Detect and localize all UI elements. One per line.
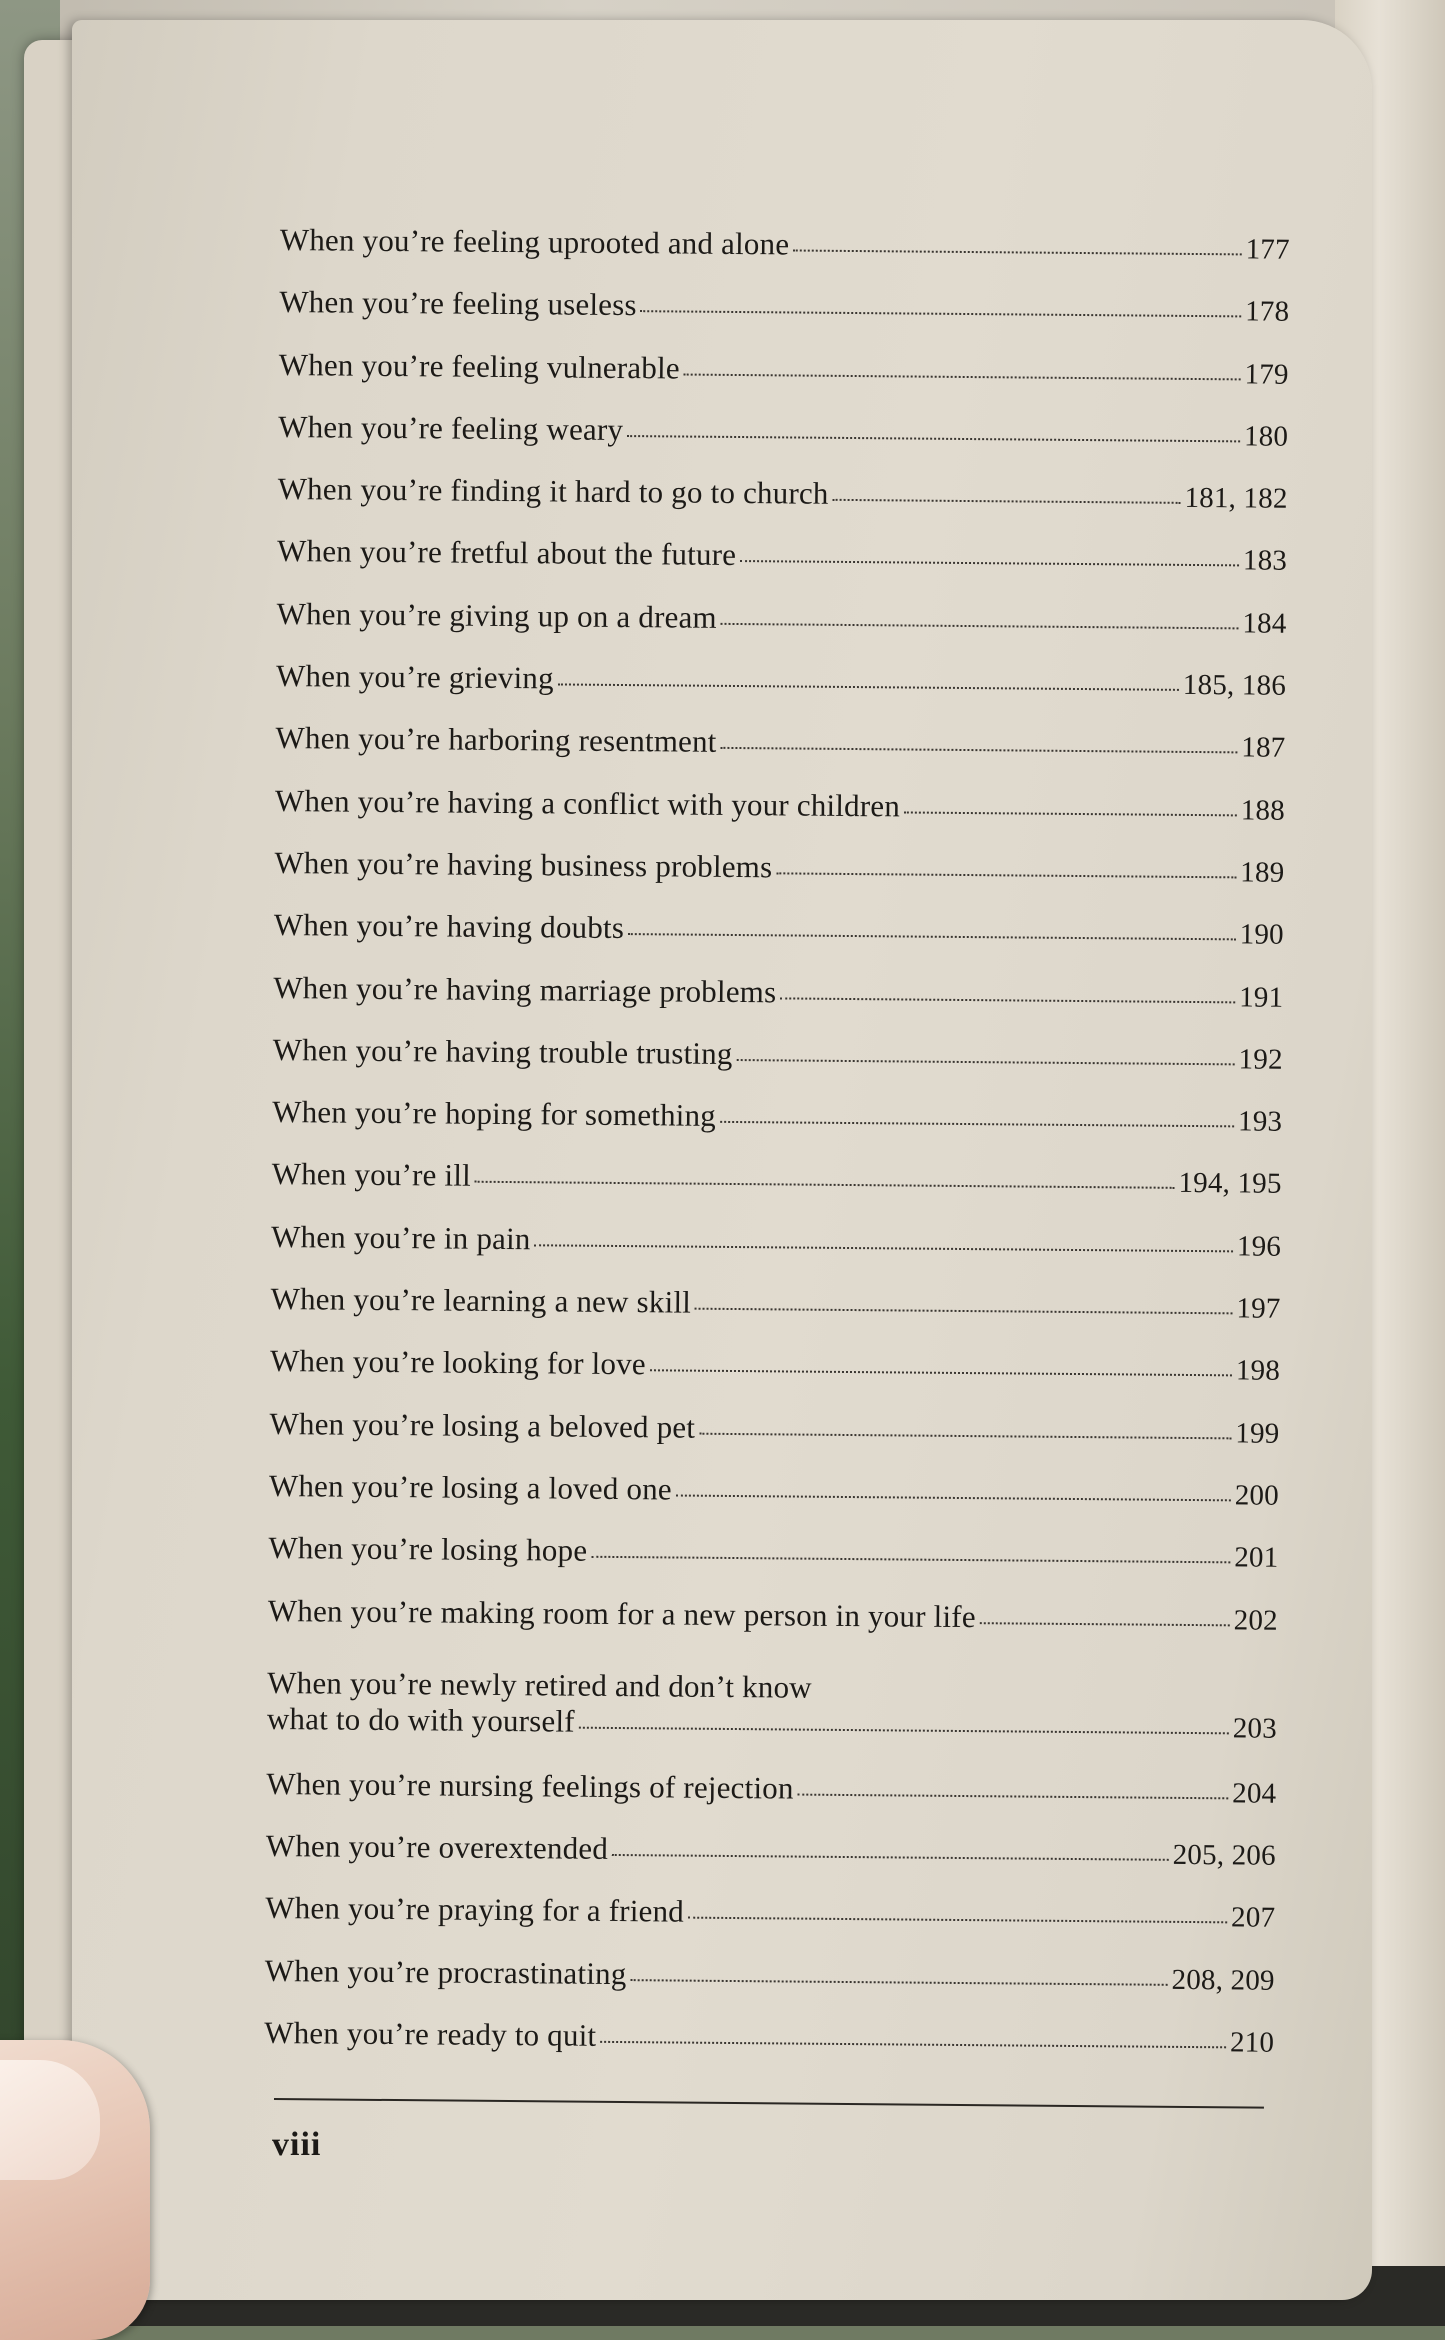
dot-leader bbox=[798, 1793, 1229, 1799]
toc-entry-page: 198 bbox=[1235, 1354, 1281, 1388]
toc-entry-page: 201 bbox=[1234, 1541, 1279, 1574]
table-of-contents bbox=[264, 222, 1290, 2086]
toc-entry-title: When you’re ready to quit bbox=[264, 2014, 597, 2053]
toc-entry bbox=[271, 1219, 1282, 1290]
dot-leader bbox=[721, 747, 1238, 754]
dot-leader bbox=[833, 499, 1181, 504]
toc-entry-page: 189 bbox=[1240, 856, 1285, 889]
toc-entry-page: 177 bbox=[1245, 233, 1290, 266]
toc-entry-page: 196 bbox=[1236, 1230, 1282, 1263]
toc-list bbox=[264, 222, 1290, 2086]
toc-entry bbox=[278, 347, 1289, 418]
toc-entry-title: When you’re newly retired and don’t know bbox=[267, 1664, 812, 1705]
dot-leader bbox=[684, 373, 1241, 380]
toc-entry-title: When you’re feeling useless bbox=[279, 284, 637, 323]
toc-entry-title: When you’re having marriage problems bbox=[273, 969, 777, 1009]
toc-entry bbox=[277, 471, 1288, 542]
toc-entry-page: 191 bbox=[1239, 980, 1284, 1014]
toc-entry bbox=[266, 1766, 1277, 1837]
toc-entry-page: 183 bbox=[1242, 544, 1288, 578]
toc-entry bbox=[272, 1032, 1283, 1103]
page-number: viii bbox=[272, 2126, 322, 2163]
toc-entry-title: When you’re grieving bbox=[275, 658, 554, 696]
toc-entry-title: When you’re looking for love bbox=[269, 1343, 646, 1382]
toc-entry-page: 192 bbox=[1238, 1043, 1283, 1076]
toc-entry bbox=[278, 409, 1289, 480]
toc-entry-page: 188 bbox=[1240, 794, 1286, 827]
dot-leader bbox=[627, 435, 1240, 442]
toc-entry-title: When you’re nursing feelings of rejection bbox=[266, 1765, 794, 1806]
toc-entry-page: 193 bbox=[1237, 1105, 1283, 1138]
toc-entry-title: When you’re feeling weary bbox=[278, 408, 624, 447]
toc-entry bbox=[276, 596, 1287, 667]
toc-entry-page: 194, 195 bbox=[1178, 1167, 1282, 1201]
toc-entry-page: 210 bbox=[1229, 2026, 1275, 2059]
toc-entry bbox=[275, 720, 1286, 791]
toc-entry bbox=[270, 1343, 1281, 1414]
toc-entry-title: When you’re giving up on a dream bbox=[276, 595, 717, 635]
toc-entry bbox=[279, 222, 1290, 293]
toc-entry-title: When you’re having a conflict with your children bbox=[274, 782, 901, 824]
dot-leader bbox=[720, 1121, 1234, 1127]
toc-entry-title: When you’re praying for a friend bbox=[265, 1890, 685, 1930]
toc-entry bbox=[267, 1655, 1278, 1775]
toc-entry-title: When you’re having trouble trusting bbox=[272, 1031, 733, 1071]
dot-leader bbox=[558, 684, 1179, 691]
toc-entry bbox=[268, 1530, 1279, 1601]
toc-entry-page: 200 bbox=[1234, 1479, 1280, 1512]
toc-entry bbox=[274, 845, 1285, 916]
toc-entry-title-continued: what to do with yourself bbox=[266, 1700, 575, 1739]
toc-entry-title: When you’re ill bbox=[271, 1156, 472, 1194]
dot-leader bbox=[793, 249, 1241, 255]
toc-entry-page: 187 bbox=[1241, 731, 1286, 765]
dot-leader bbox=[776, 872, 1236, 878]
toc-entry-title: When you’re harboring resentment bbox=[275, 720, 717, 760]
dot-leader bbox=[591, 1556, 1230, 1564]
toc-entry bbox=[269, 1468, 1280, 1539]
toc-entry-page: 180 bbox=[1243, 420, 1289, 453]
dot-leader bbox=[780, 997, 1235, 1003]
toc-entry-page: 197 bbox=[1236, 1292, 1281, 1325]
dot-leader bbox=[579, 1726, 1229, 1734]
dot-leader bbox=[688, 1917, 1227, 1924]
dot-leader bbox=[535, 1244, 1233, 1252]
toc-entry bbox=[265, 1828, 1276, 1899]
toc-entry bbox=[276, 658, 1287, 729]
toc-entry-page: 204 bbox=[1232, 1777, 1277, 1810]
toc-entry-title: When you’re feeling vulnerable bbox=[278, 346, 680, 386]
toc-entry bbox=[271, 1156, 1282, 1227]
toc-entry bbox=[275, 783, 1286, 854]
toc-entry bbox=[270, 1281, 1281, 1352]
dot-leader bbox=[740, 561, 1239, 567]
toc-entry-page: 208, 209 bbox=[1171, 1963, 1275, 1997]
dot-leader bbox=[695, 1308, 1232, 1315]
dot-leader bbox=[475, 1181, 1175, 1189]
thumbnail bbox=[0, 2060, 100, 2180]
dot-leader bbox=[600, 2041, 1226, 2048]
toc-entry bbox=[273, 907, 1284, 978]
dot-leader bbox=[904, 811, 1237, 816]
toc-entry bbox=[264, 1953, 1275, 2024]
dot-leader bbox=[628, 933, 1236, 940]
dot-leader bbox=[676, 1494, 1231, 1501]
toc-entry bbox=[267, 1592, 1278, 1663]
toc-entry bbox=[264, 2015, 1275, 2086]
toc-entry-title: When you’re having doubts bbox=[273, 907, 625, 946]
dot-leader bbox=[737, 1059, 1235, 1065]
toc-entry-title: When you’re making room for a new person in your life bbox=[267, 1592, 976, 1634]
toc-entry-title: When you’re overextended bbox=[265, 1828, 609, 1867]
dot-leader bbox=[650, 1370, 1232, 1377]
thumb bbox=[0, 2040, 150, 2340]
toc-entry-page: 199 bbox=[1235, 1417, 1280, 1450]
dot-leader bbox=[630, 1979, 1167, 1986]
toc-entry-title: When you’re fretful about the future bbox=[276, 533, 737, 573]
toc-entry-page: 190 bbox=[1239, 918, 1284, 952]
toc-entry-title: When you’re having business problems bbox=[274, 844, 773, 885]
toc-entry-title: When you’re losing hope bbox=[268, 1530, 588, 1568]
toc-entry-title: When you’re losing a beloved pet bbox=[269, 1405, 696, 1445]
toc-entry-title: When you’re hoping for something bbox=[272, 1094, 717, 1133]
toc-entry bbox=[273, 970, 1284, 1041]
toc-entry-page: 203 bbox=[1232, 1712, 1278, 1745]
toc-entry-title: When you’re procrastinating bbox=[264, 1952, 627, 1991]
toc-entry bbox=[279, 284, 1290, 355]
toc-entry-title: When you’re losing a loved one bbox=[268, 1467, 672, 1507]
dot-leader bbox=[721, 623, 1239, 630]
toc-entry-page: 181, 182 bbox=[1184, 482, 1288, 515]
dot-leader bbox=[699, 1432, 1231, 1439]
toc-entry-title: When you’re in pain bbox=[270, 1218, 531, 1256]
toc-entry-page: 184 bbox=[1242, 607, 1287, 640]
dot-leader bbox=[980, 1622, 1230, 1626]
toc-entry-page: 178 bbox=[1245, 295, 1290, 329]
toc-entry-page: 207 bbox=[1230, 1901, 1276, 1935]
toc-entry-title: When you’re feeling uprooted and alone bbox=[279, 222, 790, 262]
dot-leader bbox=[641, 310, 1241, 317]
toc-entry-page: 185, 186 bbox=[1182, 668, 1287, 702]
toc-entry bbox=[269, 1406, 1280, 1477]
toc-entry bbox=[265, 1890, 1276, 1961]
toc-entry-page: 205, 206 bbox=[1172, 1838, 1276, 1872]
toc-entry-page: 202 bbox=[1233, 1603, 1278, 1637]
dot-leader bbox=[612, 1854, 1169, 1861]
toc-entry-title: When you’re learning a new skill bbox=[270, 1281, 692, 1320]
toc-entry bbox=[272, 1094, 1283, 1165]
toc-entry-title: When you’re finding it hard to go to church bbox=[277, 471, 829, 511]
toc-entry bbox=[277, 533, 1288, 604]
toc-entry-page: 179 bbox=[1244, 358, 1289, 391]
